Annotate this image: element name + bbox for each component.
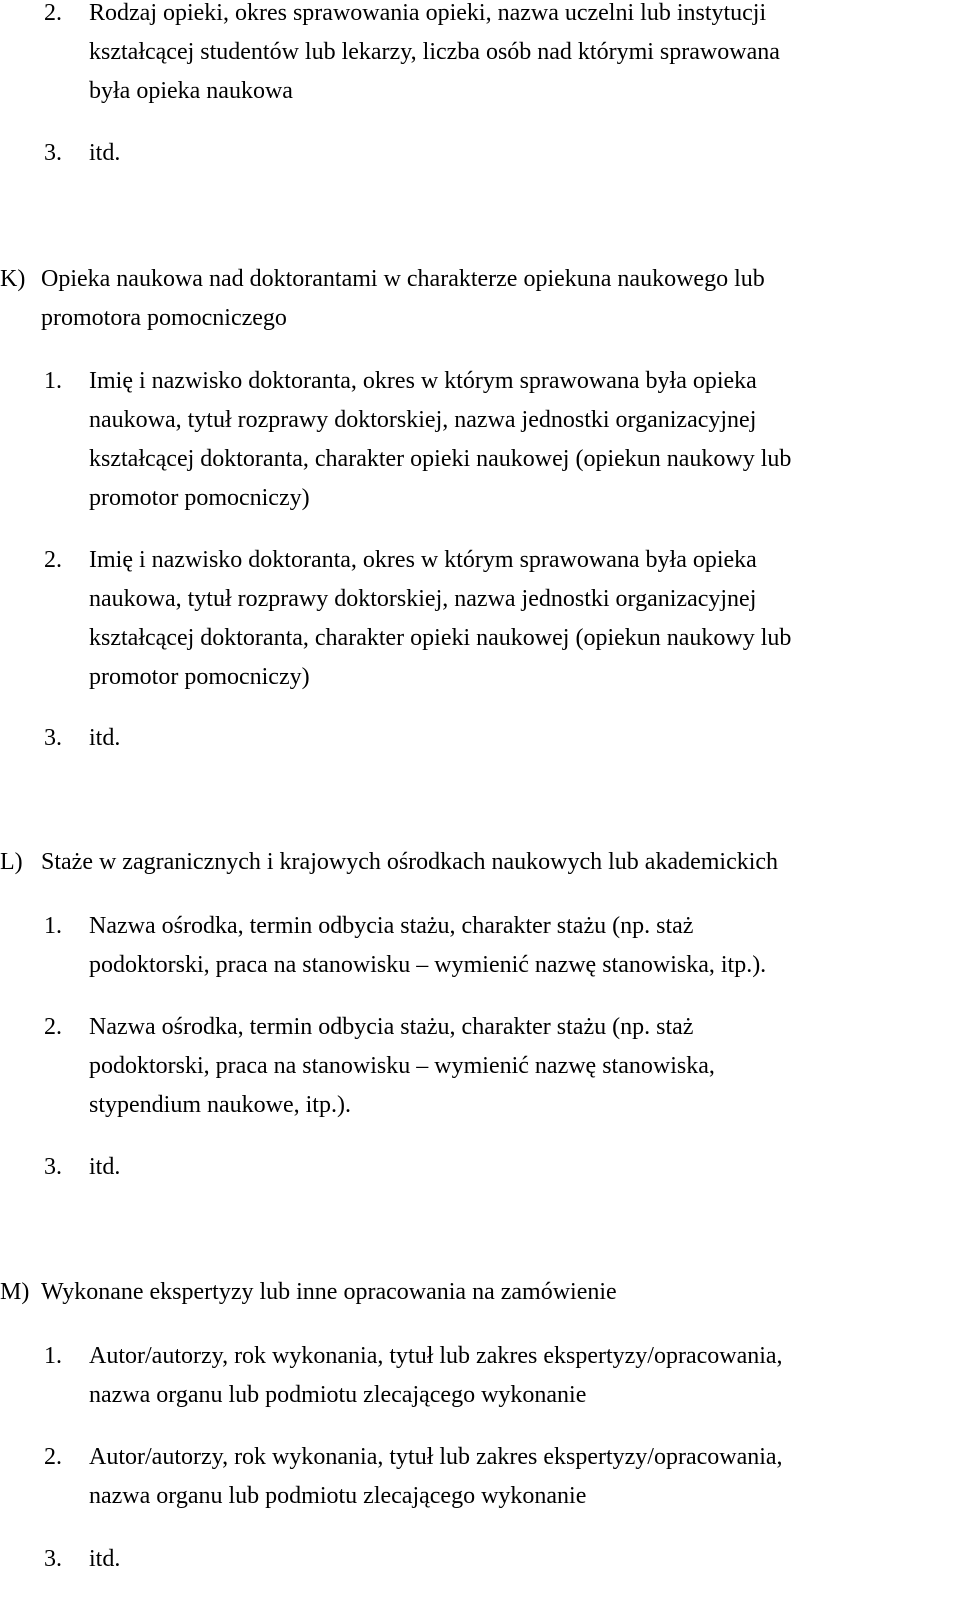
list-item-line: Autor/autorzy, rok wykonania, tytuł lub zakres ekspertyzy/opracowania, (89, 1343, 783, 1369)
section-letter: L) (0, 849, 23, 875)
list-item-line: naukowa, tytuł rozprawy doktorskiej, nazwa jednostki organizacyjnej (89, 407, 757, 433)
section-l-item-3 (0, 1148, 960, 1187)
list-number: 1. (44, 913, 62, 939)
list-item-line: kształcącej doktoranta, charakter opieki naukowej (opiekun naukowy lub (89, 625, 792, 651)
list-item-line: Autor/autorzy, rok wykonania, tytuł lub zakres ekspertyzy/opracowania, (89, 1444, 783, 1470)
list-item-line: nazwa organu lub podmiotu zlecającego wykonanie (89, 1483, 587, 1509)
list-item-line: itd. (89, 725, 121, 751)
section-m-item-2 (0, 1438, 960, 1516)
list-number: 3. (44, 725, 62, 751)
section-m-item-1 (0, 1337, 960, 1415)
list-item-line: podoktorski, praca na stanowisku – wymienić nazwę stanowiska, itp.). (89, 952, 767, 978)
list-item-line: kształcącej doktoranta, charakter opieki naukowej (opiekun naukowy lub (89, 446, 792, 472)
section-l-item-1 (0, 907, 960, 985)
section-l-heading (0, 843, 960, 882)
section-k-item-3 (0, 719, 960, 758)
list-item-line: promotor pomocniczy) (89, 664, 310, 690)
section-m-item-3 (0, 1540, 960, 1579)
section-title-line: Opieka naukowa nad doktorantami w charakterze opiekuna naukowego lub (41, 266, 765, 292)
list-item-line: Nazwa ośrodka, termin odbycia stażu, charakter stażu (np. staż (89, 913, 694, 939)
section-k-heading (0, 260, 960, 338)
list-item-line: naukowa, tytuł rozprawy doktorskiej, nazwa jednostki organizacyjnej (89, 586, 757, 612)
list-number: 3. (44, 140, 62, 166)
list-number: 3. (44, 1154, 62, 1180)
section-k-item-1 (0, 362, 960, 518)
section-k-item-2 (0, 541, 960, 697)
section-title: Staże w zagranicznych i krajowych ośrodkach naukowych lub akademickich (41, 849, 779, 875)
list-number: 2. (44, 1444, 62, 1470)
section-letter: M) (0, 1279, 30, 1305)
section-l-item-2 (0, 1008, 960, 1125)
list-number: 3. (44, 1546, 62, 1572)
list-item-line: Imię i nazwisko doktoranta, okres w którym sprawowana była opieka (89, 547, 757, 573)
list-number: 2. (44, 0, 62, 26)
section-letter: K) (0, 266, 26, 292)
list-number: 1. (44, 1343, 62, 1369)
list-item-line: Nazwa ośrodka, termin odbycia stażu, charakter stażu (np. staż (89, 1014, 694, 1040)
list-item-line: stypendium naukowe, itp.). (89, 1092, 351, 1118)
list-item-line: promotor pomocniczy) (89, 485, 310, 511)
list-item-line: Imię i nazwisko doktoranta, okres w którym sprawowana była opieka (89, 368, 757, 394)
section-title: Wykonane ekspertyzy lub inne opracowania na zamówienie (41, 1279, 617, 1305)
list-item-line: itd. (89, 1546, 121, 1572)
list-item-line: kształcącej studentów lub lekarzy, liczba osób nad którymi sprawowana (89, 39, 780, 65)
list-item-line: była opieka naukowa (89, 78, 293, 104)
list-number: 2. (44, 547, 62, 573)
list-item-line: Rodzaj opieki, okres sprawowania opieki, nazwa uczelni lub instytucji (89, 0, 767, 26)
list-item-line: itd. (89, 140, 121, 166)
list-number: 1. (44, 368, 62, 394)
list-item-line: nazwa organu lub podmiotu zlecającego wykonanie (89, 1382, 587, 1408)
list-item-line: podoktorski, praca na stanowisku – wymienić nazwę stanowiska, (89, 1053, 715, 1079)
section-m-heading (0, 1273, 960, 1312)
top-list-item-3 (0, 134, 960, 173)
list-number: 2. (44, 1014, 62, 1040)
top-list-item-2 (0, 0, 960, 111)
section-title-line: promotora pomocniczego (41, 305, 287, 331)
list-item-line: itd. (89, 1154, 121, 1180)
